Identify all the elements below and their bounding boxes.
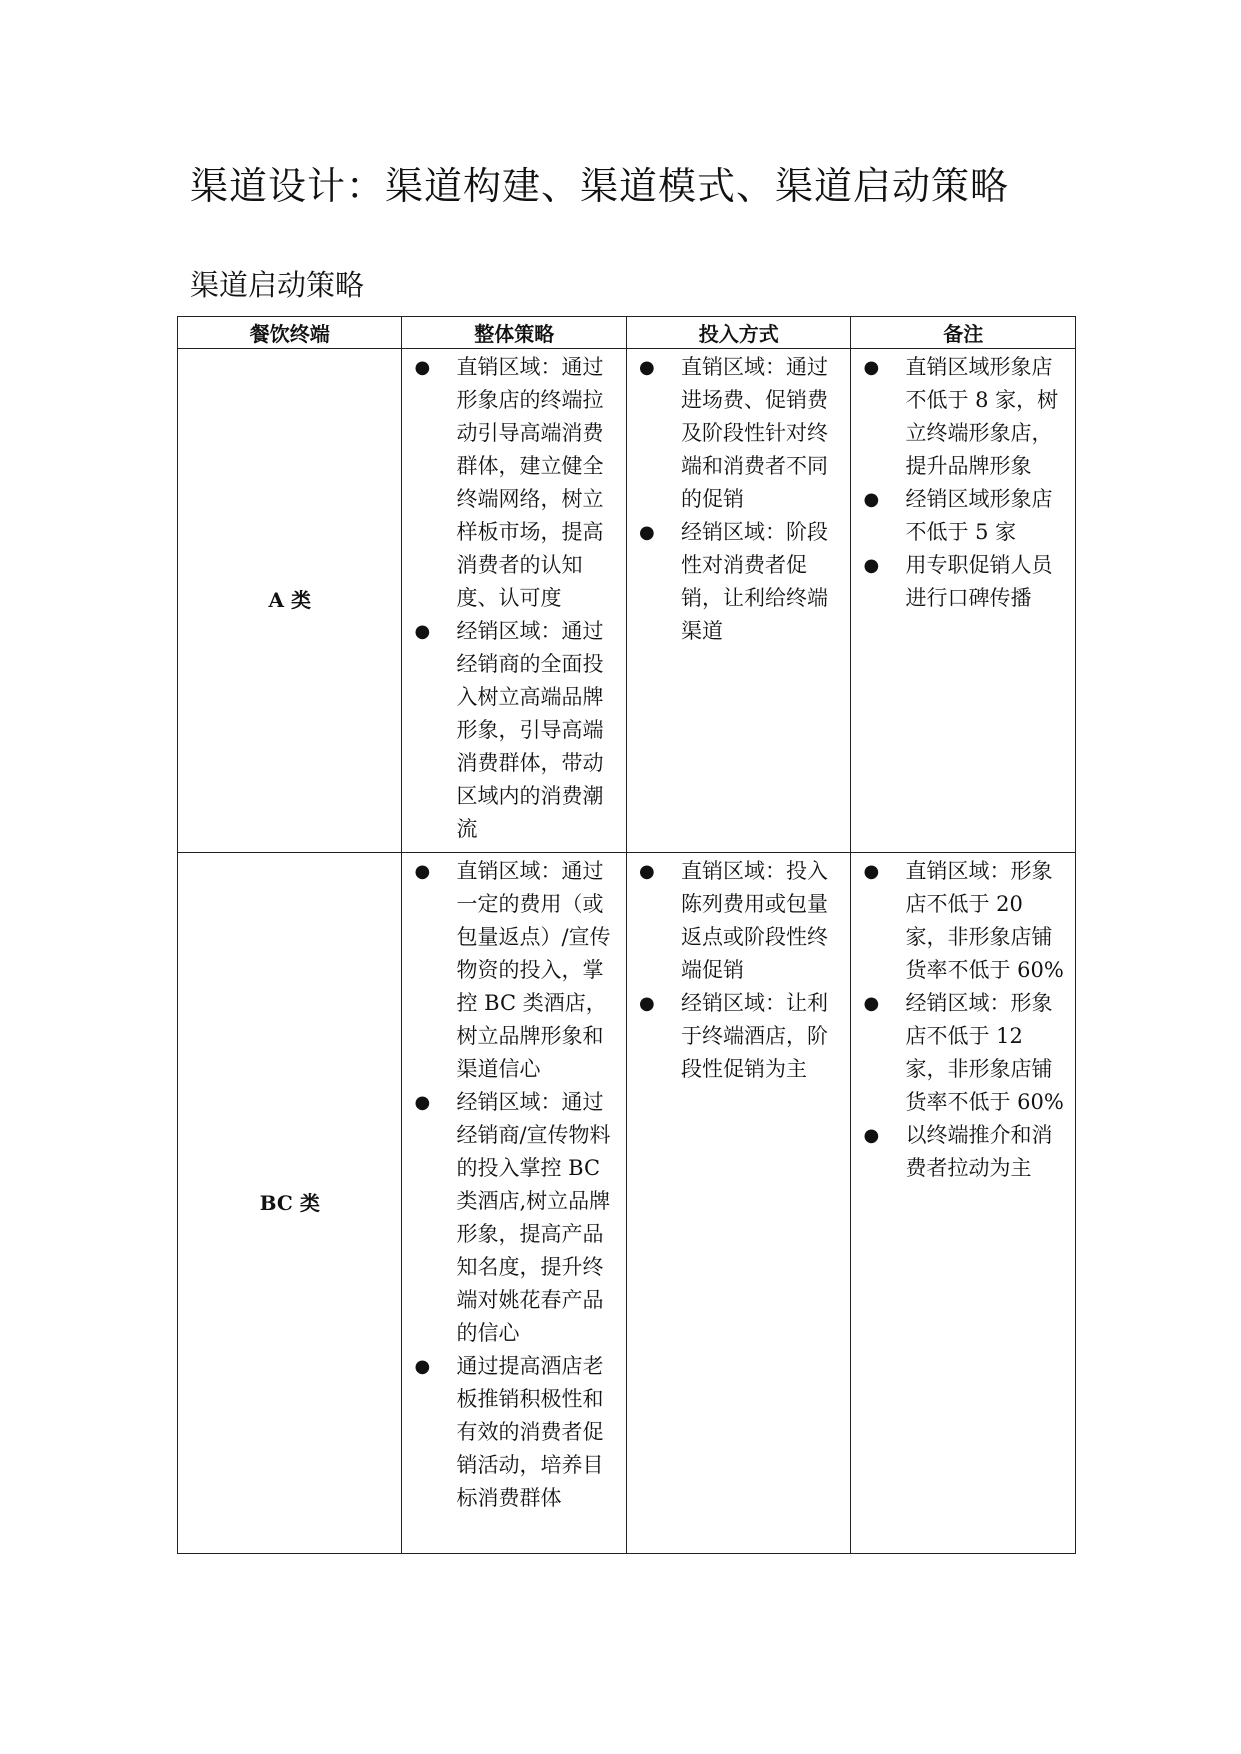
list-item: ● 通过提高酒店老板推销积极性和有效的消费者促销活动，培养目标消费群体 bbox=[408, 1350, 619, 1515]
page-title: 渠道设计：渠道构建、渠道模式、渠道启动策略 bbox=[190, 164, 1010, 208]
strategy-table bbox=[177, 316, 1076, 1554]
list-item: ● 经销区域：通过经销商的全面投入树立高端品牌形象，引导高端消费群体，带动区域内的消费潮流 bbox=[408, 615, 619, 846]
list-item: ● 经销区域：阶段性对消费者促销，让利给终端渠道 bbox=[633, 516, 844, 648]
list-item: ● 经销区域：形象店不低于 12 家，非形象店铺货率不低于 60% bbox=[857, 987, 1069, 1119]
list-item: ● 直销区域：通过形象店的终端拉动引导高端消费群体，建立健全终端网络，树立样板市场，提高消费者的认知度、认可度 bbox=[408, 351, 619, 615]
bullet-list bbox=[857, 351, 1069, 615]
notes-cell bbox=[851, 853, 1076, 1554]
header-investment: 投入方式 bbox=[626, 317, 850, 349]
header-terminal: 餐饮终端 bbox=[178, 317, 402, 349]
list-item: ● 经销区域形象店不低于 5 家 bbox=[857, 483, 1069, 549]
bullet-list bbox=[633, 351, 844, 648]
list-item: ● 直销区域形象店不低于 8 家，树立终端形象店，提升品牌形象 bbox=[857, 351, 1069, 483]
list-item: ● 直销区域：投入陈列费用或包量返点或阶段性终端促销 bbox=[633, 855, 844, 987]
investment-cell bbox=[626, 853, 850, 1554]
investment-cell bbox=[626, 349, 850, 853]
list-item: ● 经销区域：让利于终端酒店，阶段性促销为主 bbox=[633, 987, 844, 1086]
strategy-cell bbox=[402, 349, 626, 853]
list-item: ● 经销区域：通过经销商/宣传物料的投入掌控 BC 类酒店,树立品牌形象，提高产品知名度，提升终端对姚花春产品的信心 bbox=[408, 1086, 619, 1350]
list-item: ● 以终端推介和消费者拉动为主 bbox=[857, 1119, 1069, 1185]
notes-cell bbox=[851, 349, 1076, 853]
list-item: ● 直销区域：形象店不低于 20 家，非形象店铺货率不低于 60% bbox=[857, 855, 1069, 987]
section-title: 渠道启动策略 bbox=[190, 268, 365, 302]
list-item: ● 直销区域：通过进场费、促销费及阶段性针对终端和消费者不同的促销 bbox=[633, 351, 844, 516]
table-header-row bbox=[178, 317, 1076, 349]
bullet-list bbox=[408, 855, 619, 1515]
bullet-list bbox=[633, 855, 844, 1086]
bullet-list bbox=[857, 855, 1069, 1185]
row-category: A 类 bbox=[178, 349, 402, 853]
list-item: ● 直销区域：通过一定的费用（或包量返点）/宣传物资的投入，掌控 BC 类酒店，树立品牌形象和渠道信心 bbox=[408, 855, 619, 1086]
header-strategy: 整体策略 bbox=[402, 317, 626, 349]
strategy-cell bbox=[402, 853, 626, 1554]
table-row bbox=[178, 853, 1076, 1554]
row-category: BC 类 bbox=[178, 853, 402, 1554]
list-item: ● 用专职促销人员进行口碑传播 bbox=[857, 549, 1069, 615]
table-row bbox=[178, 349, 1076, 853]
bullet-list bbox=[408, 351, 619, 846]
header-notes: 备注 bbox=[851, 317, 1076, 349]
